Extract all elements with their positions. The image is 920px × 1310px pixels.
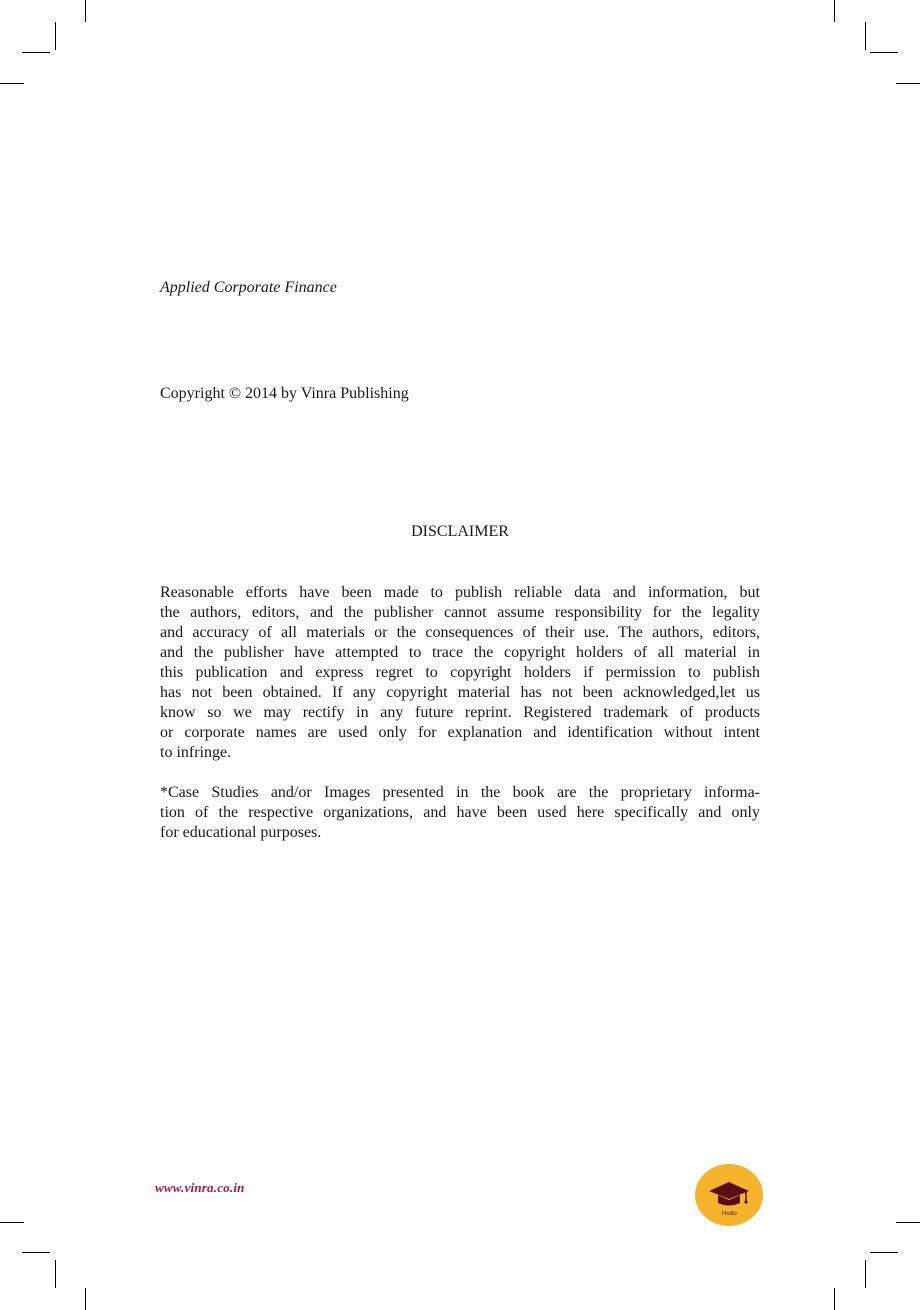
paragraph-line: to infringe. [160,744,232,761]
paragraph-line: and accuracy of all materials or the consequences of their use. The authors, editors, [160,624,760,641]
crop-mark [0,83,24,84]
paragraph-line: Reasonable efforts have been made to publish reliable data and information, but [160,584,760,601]
crop-mark [85,1288,86,1310]
crop-mark [85,0,86,22]
crop-mark [896,1222,920,1223]
paragraph-line: and the publisher have attempted to trace the copyright holders of all material in [160,644,760,661]
crop-mark [834,1288,835,1310]
disclaimer-paragraph [160,583,760,763]
case-studies-note [160,783,760,843]
crop-mark [865,22,866,50]
paragraph-line: for educational purposes. [160,824,322,841]
crop-mark [55,1260,56,1288]
crop-mark [865,1260,866,1288]
disclaimer-heading: DISCLAIMER [411,523,509,540]
crop-mark [896,83,920,84]
paragraph-line: this publication and express regret to copyright holders if permission to publish [160,664,760,681]
paragraph-line: the authors, editors, and the publisher cannot assume responsibility for the legality [160,604,760,621]
logo-text: VinRa [721,1210,737,1217]
crop-mark [870,52,898,53]
crop-mark [834,0,835,22]
paragraph-line: *Case Studies and/or Images presented in the book are the proprietary informa- [160,784,760,801]
book-title: Applied Corporate Finance [160,279,337,296]
publisher-logo [694,1163,764,1227]
crop-mark [55,22,56,50]
crop-mark [0,1222,24,1223]
copyright-notice: Copyright © 2014 by Vinra Publishing [160,385,409,402]
crop-mark [22,52,50,53]
crop-mark [22,1252,50,1253]
crop-mark [870,1252,898,1253]
paragraph-line: tion of the respective organizations, and have been used here specifically and only [160,804,760,821]
paragraph-line: or corporate names are used only for explanation and identification without intent [160,724,760,741]
website-link[interactable]: www.vinra.co.in [155,1180,245,1195]
paragraph-line: has not been obtained. If any copyright material has not been acknowledged,let us [160,684,760,701]
paragraph-line: know so we may rectify in any future reprint. Registered trademark of products [160,704,760,721]
